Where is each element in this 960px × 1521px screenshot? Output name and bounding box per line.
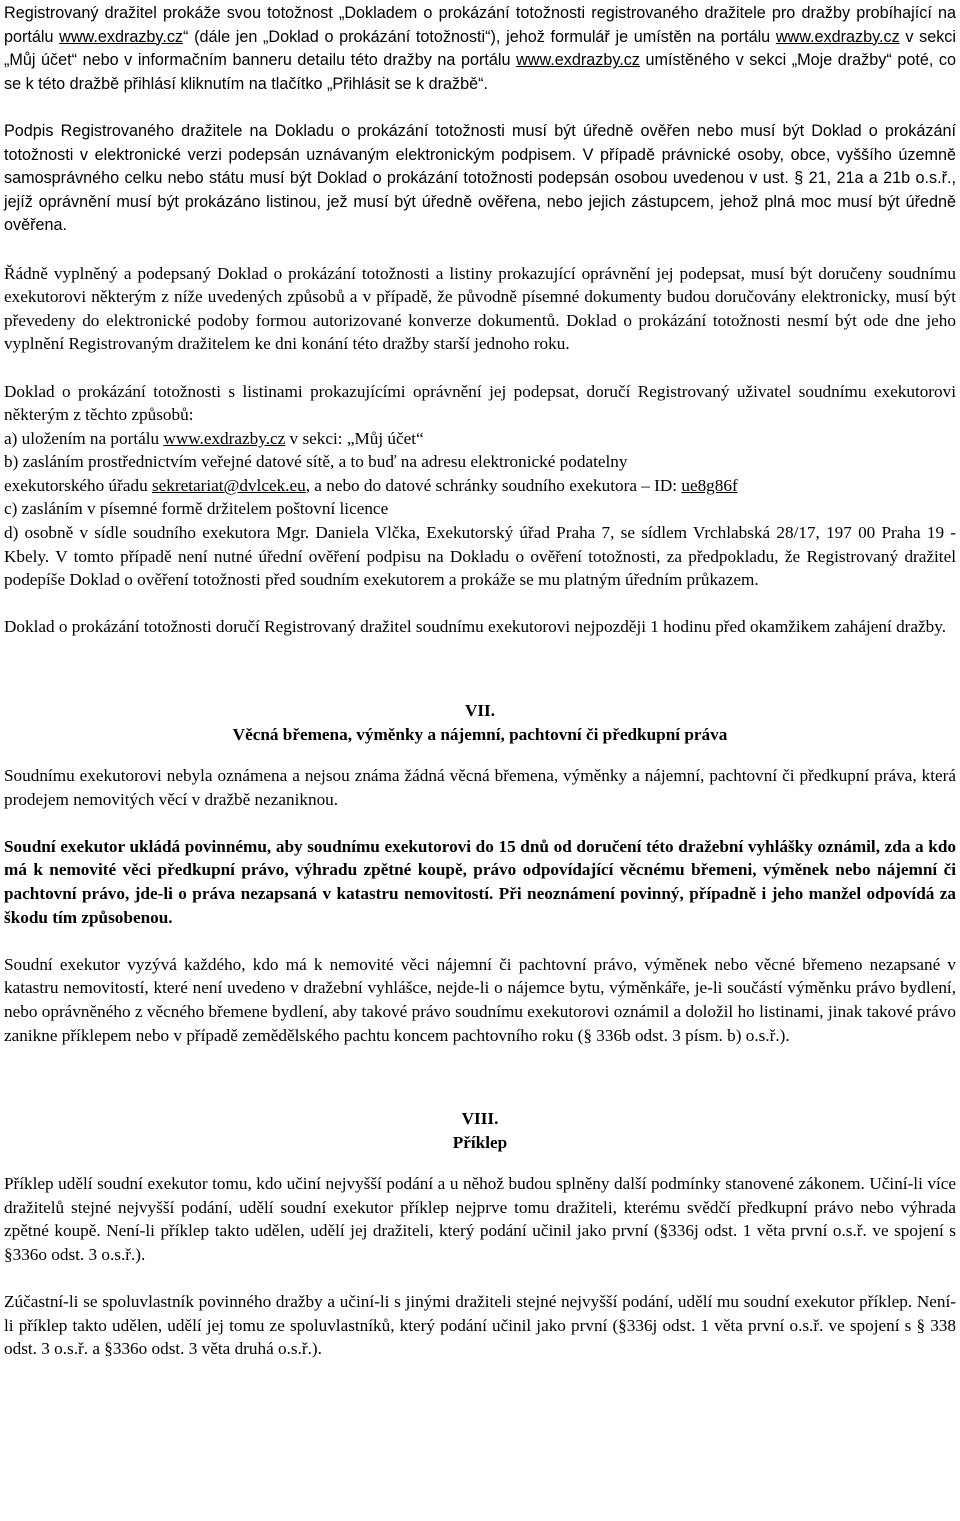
method-a-suffix: v sekci: „Můj účet“	[285, 428, 424, 448]
section-7-paragraph-2: Soudní exekutor ukládá povinnému, aby soudnímu exekutorovi do 15 dnů od doručení této dražební vyhlášky oznámil, zda a kdo má k nemovité věci předkupní právo, výhradu zpětné koupě, právo odpovídající věcnému břemeni, výměnek nebo nájemní či pachtovní právo, jde-li o práva nezapsaná v katastru nemovitostí. Při neoznámení povinný, případně i jeho manžel odpovídá za škodu tím způsobenou.	[4, 836, 956, 927]
exdrazby-link-3[interactable]: www.exdrazby.cz	[516, 51, 640, 70]
deadline-paragraph: Doklad o prokázání totožnosti doručí Registrovaný dražitel soudnímu exekutorovi nejpozději 1 hodinu před okamžikem zahájení dražby.	[4, 617, 947, 637]
databox-id-link[interactable]: ue8g86f	[681, 475, 738, 495]
intro-text-1: Registrovaný dražitel prokáže svou totožnost „Dokladem o prokázání totožnosti registrovaného dražitele pro dražby probíhající na portálu	[4, 4, 956, 46]
exdrazby-link-4[interactable]: www.exdrazby.cz	[163, 428, 286, 448]
intro-paragraph	[4, 2, 956, 96]
method-b-prefix: exekutorského úřadu	[4, 475, 152, 495]
exdrazby-link-2[interactable]: www.exdrazby.cz	[775, 27, 900, 46]
method-a-prefix: a) uložením na portálu	[4, 428, 164, 448]
method-b-middle: , a nebo do datové schránky soudního exekutora – ID:	[305, 475, 682, 495]
delivery-paragraph: Řádně vyplněný a podepsaný Doklad o prokázání totožnosti a listiny prokazující oprávnění jej podepsat, musí být doručeny soudnímu exekutorovi některým z níže uvedených způsobů a v případě, že původně písemné dokumenty budou doručovány elektronicky, musí být převedeny do elektronické podoby formou autorizované konverze dokumentů. Doklad o prokázání totožnosti nesmí být ode dne jeho vyplnění Registrovaným dražitelem ke dni konání této dražby starší jednoho roku.	[4, 263, 956, 354]
delivery-methods-block	[4, 380, 956, 592]
intro-text-4: umístěného v sekci „Moje dražby“ poté, co se k této dražbě přihlásí kliknutím na tlačítko „Přihlásit se k dražbě“.	[4, 51, 956, 93]
method-d: d) osobně v sídle soudního exekutora Mgr. Daniela Vlčka, Exekutorský úřad Praha 7, se sídlem Vrchlabská 28/17, 197 00 Praha 19 - Kbely. V tomto případě není nutné úřední ověření podpisu na Dokladu o ověření totožnosti, za předpokladu, že Registrovaný dražitel podepíše Doklad o ověření totožnosti před soudním exekutorem a prokáže se mu platným úředním průkazem.	[4, 523, 956, 590]
section-7-number: VII.	[464, 701, 496, 721]
section-8-number: VIII.	[461, 1109, 499, 1129]
methods-intro: Doklad o prokázání totožnosti s listinami prokazujícími oprávnění jej podepsat, doručí Registrovaný uživatel soudnímu exekutorovi některým z těchto způsobů:	[4, 381, 956, 425]
method-c: c) zasláním v písemné formě držitelem poštovní licence	[4, 499, 389, 519]
intro-text-3: v sekci „Můj účet“ nebo v informačním banneru detailu této dražby na portálu	[4, 27, 956, 70]
section-8-paragraph-2: Zúčastní-li se spoluvlastník povinného dražby a učiní-li s jinými dražiteli stejné nejvyšší podání, udělí mu soudní exekutor příklep. Není-li příklep takto udělen, udělí jej tomu ze spoluvlastníků, který podání učinil jako první (§336j odst. 1 věta první o.s.ř. ve spojení s § 338 odst. 3 o.s.ř. a §336o odst. 3 věta druhá o.s.ř.).	[4, 1292, 956, 1359]
section-7-title: Věcná břemena, výměnky a nájemní, pachtovní či předkupní práva	[232, 725, 728, 745]
section-7-paragraph-3: Soudní exekutor vyzývá každého, kdo má k nemovité věci nájemní či pachtovní právo, výměnek nebo věcné břemeno nezapsané v katastru nemovitostí, které není uvedeno v dražební vyhlášce, nejde-li o nájemce bytu, výměnkáře, je-li součástí výměnku právo bydlení, nebo oprávněného z věcného břemene bydlení, aby takové právo soudnímu exekutorovi oznámil a doložil ho listinami, jinak takové právo zanikne příklepem nebo v případě zemědělského pachtu koncem pachtovního roku (§ 336b odst. 3 písm. b) o.s.ř.).	[4, 954, 956, 1045]
method-b-line-1: b) zasláním prostřednictvím veřejné datové sítě, a to buď na adresu elektronické podatelny	[4, 452, 628, 472]
method-b-line-2	[4, 474, 956, 498]
exdrazby-link-1[interactable]: www.exdrazby.cz	[59, 27, 184, 46]
section-7-paragraph-1: Soudnímu exekutorovi nebyla oznámena a nejsou známa žádná věcná břemena, výměnky a nájemní, pachtovní či předkupní práva, která prodejem nemovitých věcí v dražbě nezaniknou.	[4, 766, 956, 809]
section-8-title: Příklep	[452, 1133, 508, 1153]
email-link[interactable]: sekretariat@dvlcek.eu	[151, 475, 306, 495]
method-a	[4, 427, 956, 451]
intro-text-2: “ (dále jen „Doklad o prokázání totožnosti“), jehož formulář je umístěn na portálu	[183, 27, 776, 46]
section-8-paragraph-1: Příklep udělí soudní exekutor tomu, kdo učiní nejvyšší podání a u něhož budou splněny další podmínky stanovené zákonem. Učiní-li více dražitelů stejné nejvyšší podání, udělí soudní exekutor příklep nejprve tomu dražiteli, kterému svědčí předkupní právo nebo výhrada zpětné koupě. Není-li příklep takto udělen, udělí jej dražiteli, který podání učinil jako první (§336j odst. 1 věta první o.s.ř. ve spojení s §336o odst. 3 o.s.ř.).	[4, 1174, 956, 1264]
document-page	[4, 2, 956, 1361]
signature-paragraph: Podpis Registrovaného dražitele na Dokladu o prokázání totožnosti musí být úředně ověřen nebo musí být Doklad o prokázání totožnosti v elektronické verzi podepsán uznávaným elektronickým podpisem. V případě právnické osoby, obce, vyššího územně samosprávného celku nebo státu musí být Doklad o prokázání totožnosti podepsán osobou uvedenou v ust. § 21, 21a a 21b o.s.ř., jejíž oprávnění musí být prokázáno listinou, jež musí být úředně ověřena, nebo jejich zástupcem, jehož plná moc musí být úředně ověřena.	[4, 121, 956, 235]
